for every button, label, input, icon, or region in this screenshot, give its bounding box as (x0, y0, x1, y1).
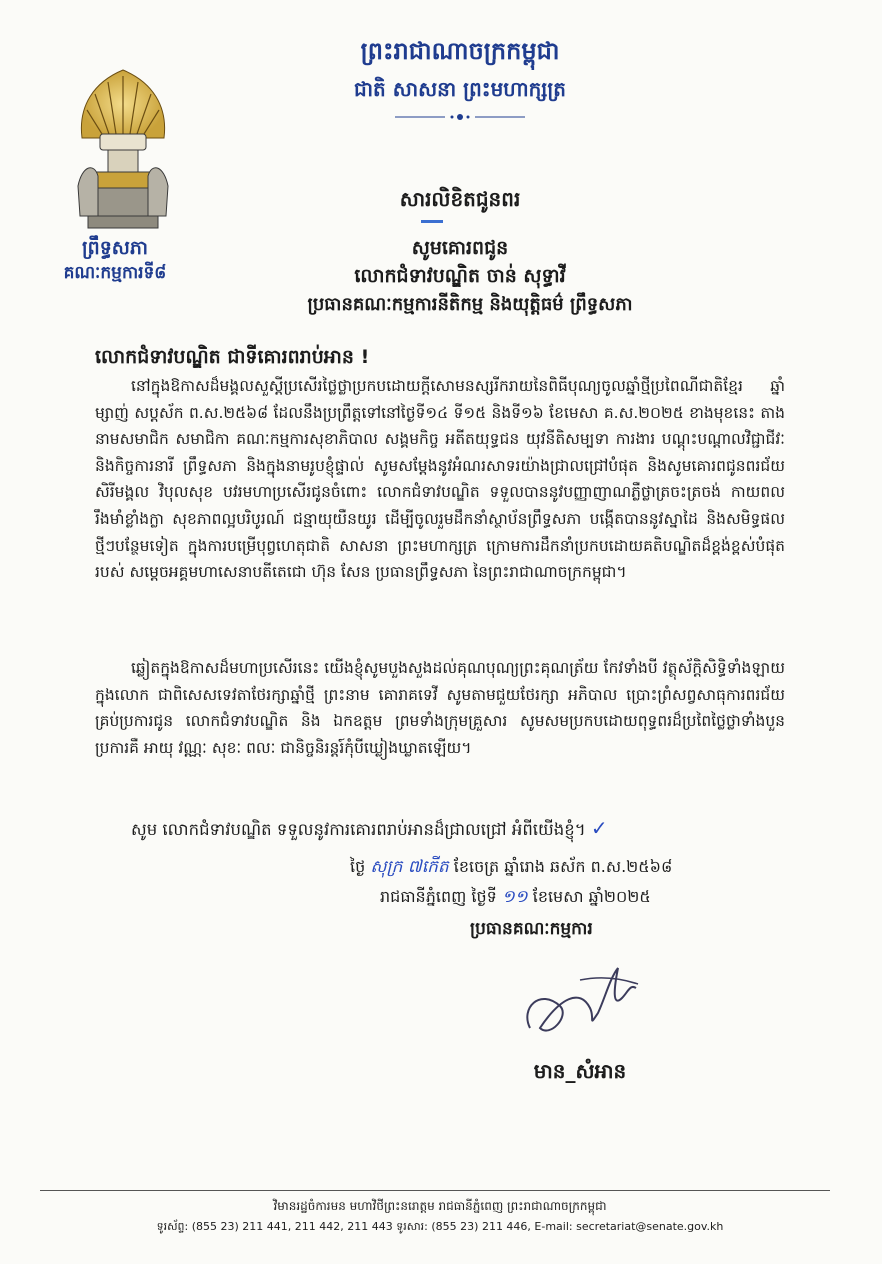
checkmark-icon: ✓ (590, 816, 608, 840)
respect-line: សូមគោរពជូន (411, 237, 509, 259)
national-motto: ជាតិ សាសនា ព្រះមហាក្សត្រ (354, 77, 566, 101)
signatory-name: មាន_សំអាន (533, 1059, 627, 1083)
ornament-divider (395, 112, 525, 122)
kingdom-heading: ព្រះរាជាណាចក្រកម្ពុជា (360, 37, 560, 65)
signatory-title: ប្រធានគណៈកម្មការ (470, 919, 593, 939)
senate-label: ព្រឹទ្ធសភា (82, 237, 148, 259)
handwritten-signature (510, 958, 650, 1058)
addressee-name: លោកជំទាវបណ្ឌិត ចាន់ សុទ្ធាវី (354, 265, 566, 287)
closing-text: សូម លោកជំទាវបណ្ឌិត ទទួលនូវការគោរពរាប់អានដ៏ជ្រាលជ្រៅ អំពីយើងខ្ញុំ។ (131, 820, 586, 839)
committee-label: គណៈកម្មការទី៨ (63, 263, 167, 283)
footer-contact: ទូរស័ព្ទ: (855 23) 211 441, 211 442, 211 443 ទូរសារ: (855 23) 211 446, E-mail: secretariat@senate.gov.kh (156, 1220, 724, 1233)
solar-date-prefix: រាជធានីភ្នំពេញ ថ្ងៃទី (380, 887, 497, 906)
lunar-date-handwritten: សុក្រ ៧កើត (370, 857, 449, 877)
pen-mark (421, 220, 443, 223)
solar-date-handwritten: ១១ (501, 887, 528, 907)
document-type-title: សារលិខិតជូនពរ (399, 187, 521, 211)
solar-date (380, 886, 800, 911)
senate-emblem-logo (68, 66, 178, 236)
salutation: លោកជំទាវបណ្ឌិត ជាទីគោរពរាប់អាន ! (95, 346, 370, 368)
closing-line (131, 816, 731, 844)
addressee-position: ប្រធានគណៈកម្មការនីតិកម្ម និងយុត្តិធម៌ ព្រឹទ្ធសភា (307, 294, 633, 315)
lunar-date (350, 856, 800, 881)
body-paragraph-1: នៅក្នុងឱកាសដ៏មង្គលសួស្តីប្រសើរថ្លៃថ្លាប្រកបដោយក្តីសោមនស្សរីករាយនៃពិធីបុណ្យចូលឆ្នាំថ្មីប្រពៃណីជាតិខ្មែរ ឆ្នាំម្សាញ់ សប្តស័ក ព.ស.២៥៦៨ ដែលនឹងប្រព្រឹត្តទៅនៅថ្ងៃទី១៤ ទី១៥ និងទី១៦ ខែមេសា គ.ស.២០២៥ ខាងមុខនេះ តាងនាមសមាជិក សមាជិកា គណៈកម្មការសុខាភិបាល សង្គមកិច្ច អតីតយុទ្ធជន យុវនីតិសម្បទា ការងារ បណ្តុះបណ្តាលវិជ្ជាជីវៈ និងកិច្ចការនារី ព្រឹទ្ធសភា និងក្នុងនាមរូបខ្ញុំផ្ទាល់ សូមសម្តែងនូវអំណរសាទរយ៉ាងជ្រាលជ្រៅបំផុត និងសូមគោរពជូនពរជ័យ សិរីមង្គល វិបុលសុខ បវរមហាប្រសើរជូនចំពោះ លោកជំទាវបណ្ឌិត ទទួលបាននូវបញ្ញាញាណភ្លឺថ្លាត្រចះត្រចង់ កាយពលរឹងមាំខ្លាំងក្លា សុខភាពល្អបរិបូរណ៍ ជន្មាយុយឺនយូរ ដើម្បីចូលរួមដឹកនាំស្ថាប័នព្រឹទ្ធសភា បង្កើតបាននូវស្នាដៃ និងសមិទ្ធផលថ្មីៗបន្ថែមទៀត ក្នុងការបម្រើបុព្វហេតុជាតិ សាសនា ព្រះមហាក្សត្រ ក្រោមការដឹកនាំប្រកបដោយគតិបណ្ឌិតដ៏ខ្ពង់ខ្ពស់បំផុតរបស់ សម្តេចអគ្គមហាសេនាបតីតេជោ ហ៊ុន សែន ប្រធានព្រឹទ្ធសភា នៃព្រះរាជាណាចក្រកម្ពុជា។ (95, 377, 785, 582)
lunar-date-prefix: ថ្ងៃ (350, 857, 366, 876)
lunar-date-rest: ខែចេត្រ ឆ្នាំរោង ឆស័ក ព.ស.២៥៦៨ (453, 857, 673, 876)
solar-date-rest: ខែមេសា ឆ្នាំ២០២៥ (532, 887, 651, 906)
body-paragraph-2: ឆ្លៀតក្នុងឱកាសដ៏មហាប្រសើរនេះ យើងខ្ញុំសូមបួងសួងដល់គុណបុណ្យព្រះគុណត្រ័យ កែវទាំងបី វត្ថុស័ក្តិសិទ្ធិទាំងឡាយក្នុងលោក ជាពិសេសទេវតាថែរក្សាឆ្នាំថ្មី ព្រះនាម គោរាគទេវី សូមតាមជួយថែរក្សា អភិបាល ប្រោះព្រំសព្វសាធុការពរជ័យគ្រប់ប្រការជូន លោកជំទាវបណ្ឌិត និង ឯកឧត្តម ព្រមទាំងក្រុមគ្រួសារ សូមសមប្រកបដោយពុទ្ធពរដ៏ប្រពៃថ្លៃថ្លាទាំងបួនប្រការគឺ អាយុ វណ្ណៈ សុខៈ ពលៈ ជានិច្ចនិរន្តរ៍កុំបីឃ្លៀងឃ្លាតឡើយ។ (95, 659, 785, 757)
footer-address: វិមានរដ្ឋចំការមន មហាវិថីព្រះនរោត្តម រាជធានីភ្នំពេញ ព្រះរាជាណាចក្រកម្ពុជា (273, 1199, 607, 1213)
footer-divider (40, 1190, 830, 1191)
